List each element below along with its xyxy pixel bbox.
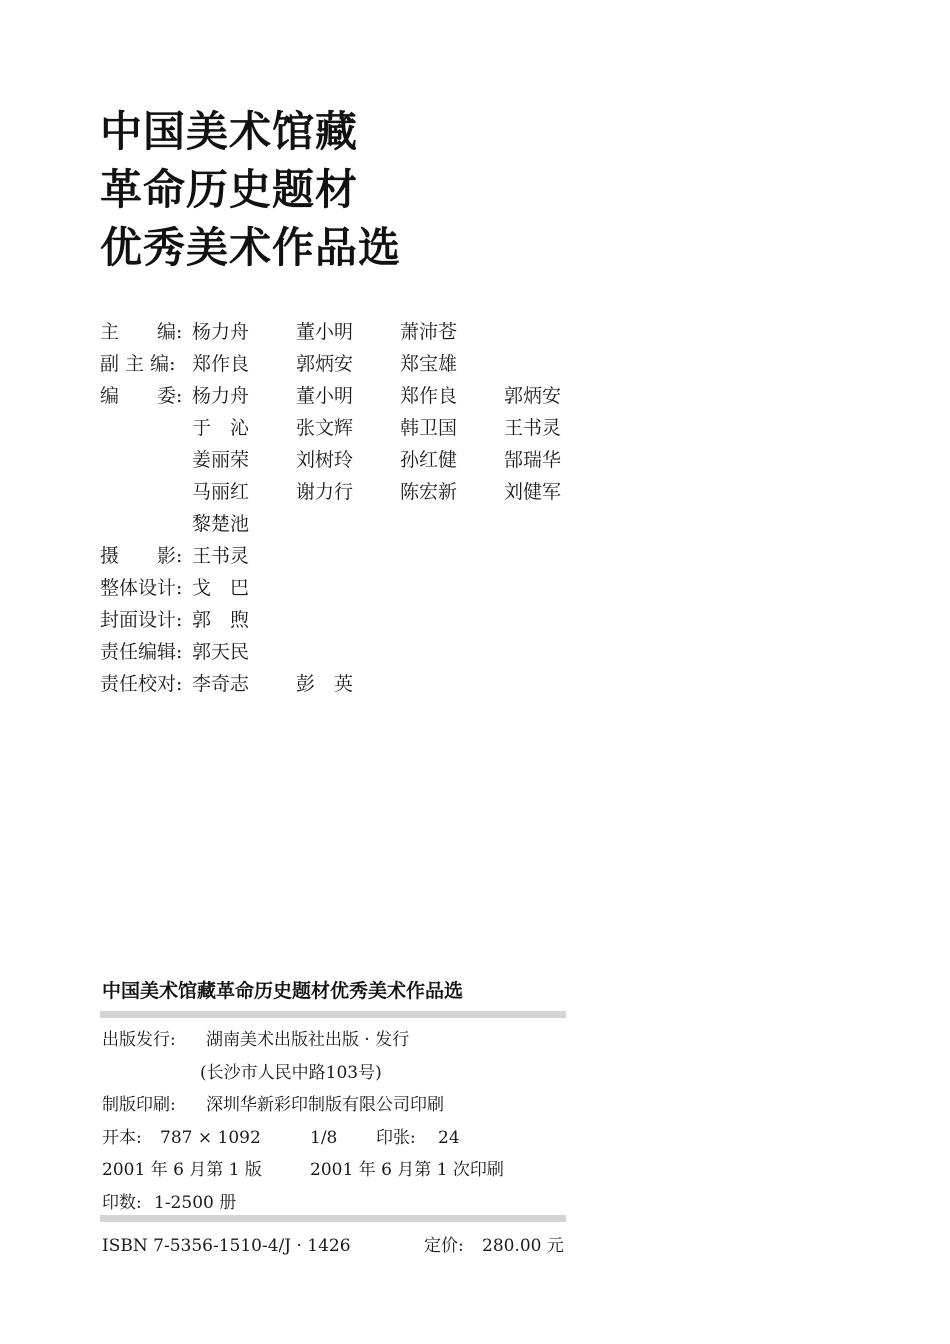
credit-label: 编 委: [100, 385, 183, 407]
credit-name: 马丽红 [192, 481, 250, 503]
sheets-label: 印张: [376, 1127, 416, 1148]
printing-value: 2001 年 6 月第 1 次印刷 [310, 1160, 504, 1180]
title-line-3: 优秀美术作品选 [100, 223, 402, 272]
price-label: 定价: [424, 1236, 464, 1256]
credit-label: 副 主 编: [100, 353, 176, 375]
publisher-label: 出版发行: [102, 1030, 176, 1050]
credit-name: 郑作良 [400, 385, 458, 407]
credit-name: 杨力舟 [192, 385, 250, 407]
credit-name: 郜瑞华 [504, 449, 562, 471]
credit-name: 孙红健 [400, 449, 458, 471]
credit-name: 萧沛苍 [400, 321, 458, 343]
credit-name: 姜丽荣 [192, 449, 250, 471]
print-run-label: 印数: [102, 1192, 142, 1213]
sheets-value: 24 [438, 1127, 460, 1148]
credit-name: 韩卫国 [400, 417, 458, 439]
credit-name: 郑作良 [192, 353, 250, 375]
edition-value: 2001 年 6 月第 1 版 [102, 1160, 262, 1180]
isbn: ISBN 7-5356-1510-4/J · 1426 [102, 1236, 351, 1256]
title-line-1: 中国美术馆藏 [100, 107, 359, 156]
format-label: 开本: [102, 1127, 142, 1148]
credit-name: 郭天民 [192, 641, 250, 663]
credit-name: 郭 煦 [192, 609, 250, 631]
credit-label: 责任校对: [100, 673, 183, 695]
credit-name: 郑宝雄 [400, 353, 458, 375]
credit-name: 王书灵 [192, 545, 250, 567]
format-value: 787 × 1092 [160, 1127, 261, 1148]
credit-label: 整体设计: [100, 577, 183, 599]
divider [100, 1215, 566, 1222]
credit-name: 李奇志 [192, 673, 250, 695]
credit-name: 郭炳安 [504, 385, 562, 407]
credit-name: 杨力舟 [192, 321, 250, 343]
credit-name: 彭 英 [296, 673, 354, 695]
title-line-2: 革命历史题材 [100, 165, 359, 214]
credit-name: 陈宏新 [400, 481, 458, 503]
cip-title: 中国美术馆藏革命历史题材优秀美术作品选 [102, 980, 464, 1002]
credit-label: 主 编: [100, 321, 183, 343]
format-fraction: 1/8 [310, 1127, 338, 1148]
divider [100, 1011, 566, 1018]
credit-name: 黎楚池 [192, 513, 250, 535]
credit-name: 董小明 [296, 385, 354, 407]
credit-name: 戈 巴 [192, 577, 250, 599]
print-run-value: 1-2500 册 [154, 1192, 237, 1213]
credit-name: 刘树玲 [296, 449, 354, 471]
credit-name: 郭炳安 [296, 353, 354, 375]
book-title [100, 103, 401, 277]
credit-name: 于 沁 [192, 417, 250, 439]
publisher-value: 湖南美术出版社出版 · 发行 [206, 1030, 410, 1050]
credit-name: 谢力行 [296, 481, 354, 503]
credit-name: 王书灵 [504, 417, 562, 439]
credit-name: 董小明 [296, 321, 354, 343]
printer-value: 深圳华新彩印制版有限公司印刷 [206, 1095, 444, 1115]
credit-name: 刘健军 [504, 481, 562, 503]
credit-name: 张文辉 [296, 417, 354, 439]
credit-label: 摄 影: [100, 545, 183, 567]
credit-label: 封面设计: [100, 609, 183, 631]
price-value: 280.00 元 [482, 1236, 564, 1256]
isbn-price-row [102, 1231, 572, 1261]
publisher-address: (长沙市人民中路103号) [200, 1062, 382, 1083]
credit-label: 责任编辑: [100, 641, 183, 663]
printer-label: 制版印刷: [102, 1095, 176, 1115]
